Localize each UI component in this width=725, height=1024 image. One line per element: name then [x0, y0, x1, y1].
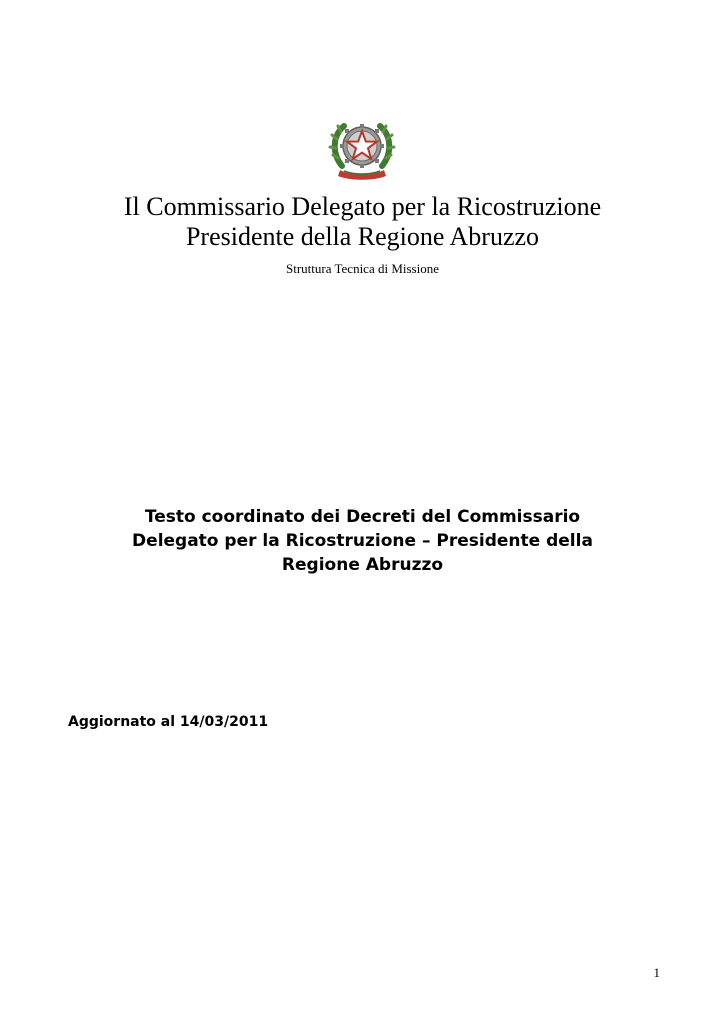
document-title-line-3: Regione Abruzzo	[281, 555, 444, 575]
header-title-line-1: Il Commissario Delegato per la Ricostruzione	[123, 192, 602, 221]
updated-date: Aggiornato al 14/03/2011	[68, 714, 269, 730]
header-title-line-2: Presidente della Regione Abruzzo	[185, 222, 540, 251]
italian-republic-emblem-icon	[328, 114, 396, 182]
header-subtitle: Struttura Tecnica di Missione	[285, 261, 440, 276]
document-title	[100, 505, 625, 577]
document-title-line-2: Delegato per la Ricostruzione – Presidente della	[132, 531, 593, 551]
document-title-line-1: Testo coordinato dei Decreti del Commissario	[144, 507, 581, 527]
page-number: 1	[653, 965, 660, 980]
